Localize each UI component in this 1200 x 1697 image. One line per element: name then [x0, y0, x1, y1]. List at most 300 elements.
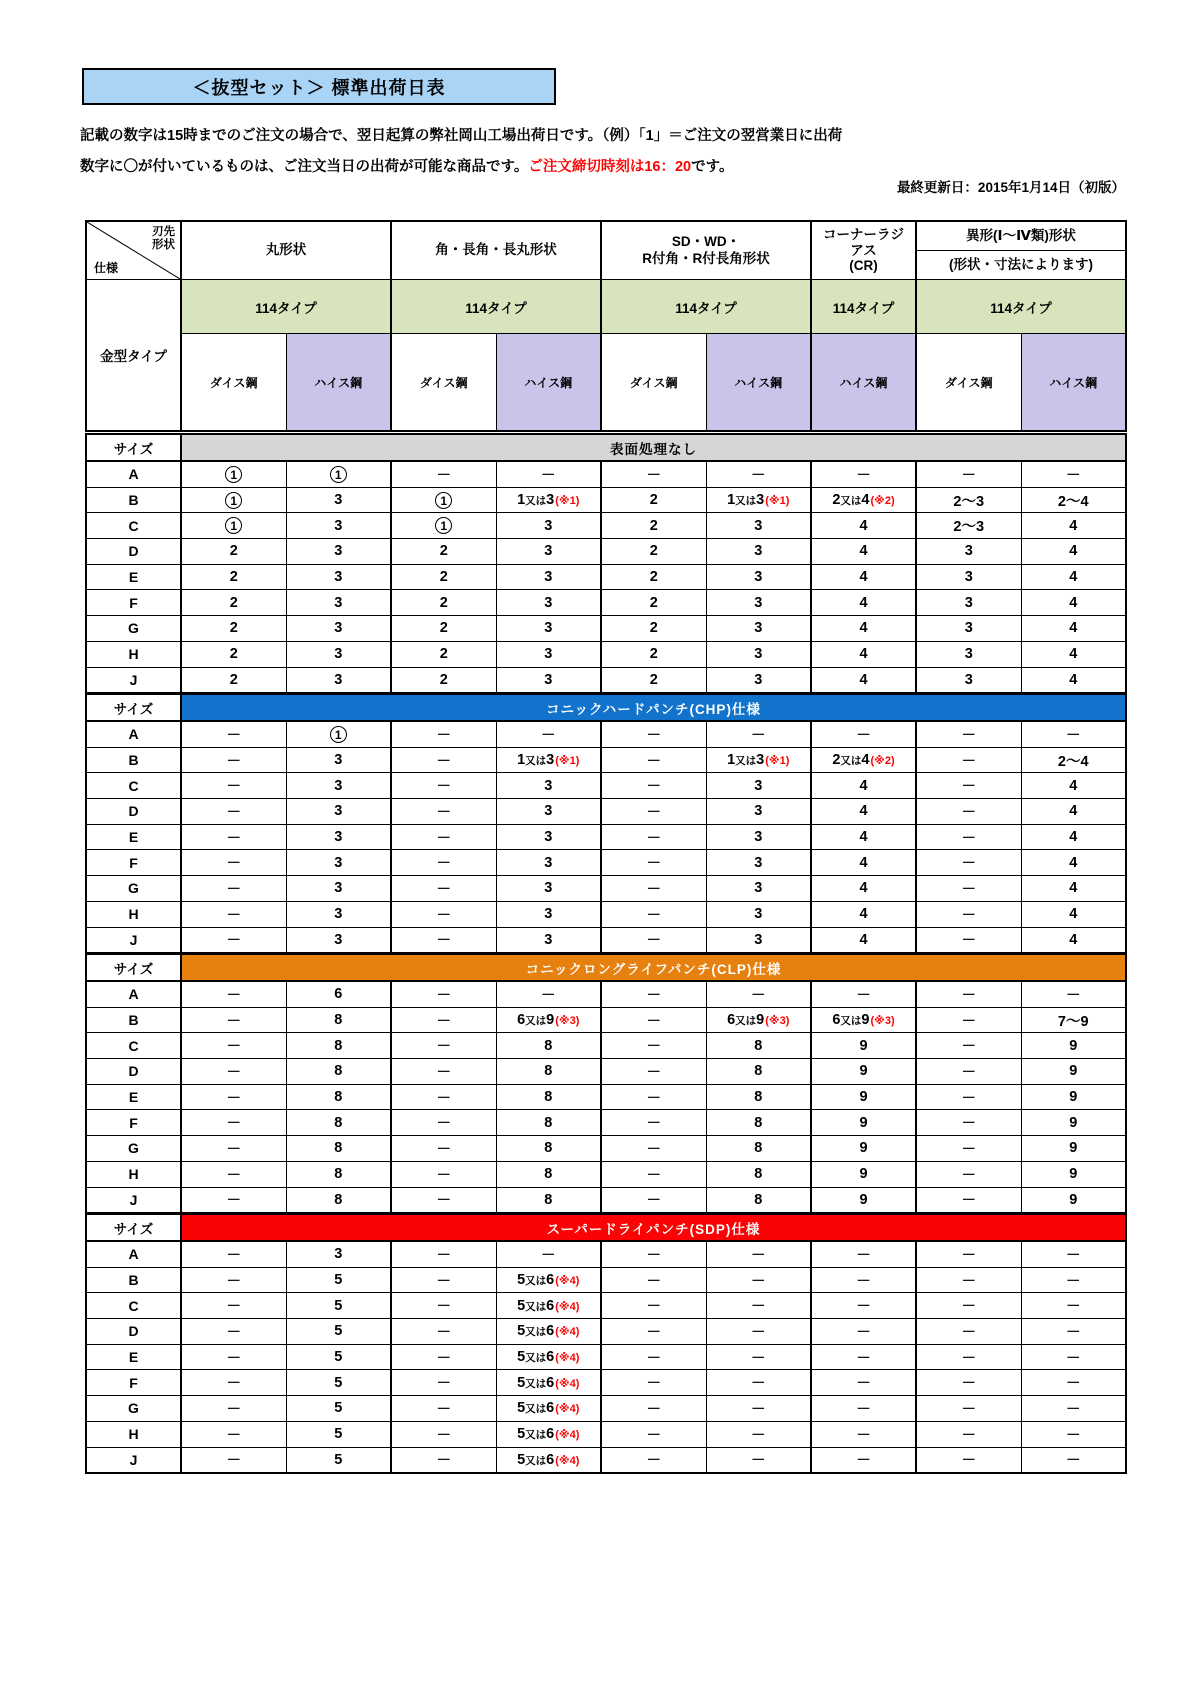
- cell-sdp-G-square-hss: 5又は6(※4): [496, 1396, 601, 1422]
- cell-none-G-cr-hss: 4: [811, 616, 916, 642]
- or-text: 又は: [735, 1015, 757, 1028]
- table-row: [86, 1447, 1126, 1473]
- cell-chp-C-cr-hss: 4: [811, 773, 916, 799]
- cell-sdp-C-cr-hss: －: [811, 1293, 916, 1319]
- cell-none-C-square-hss: 3: [496, 513, 601, 539]
- cell-none-H-square-hss: 3: [496, 641, 601, 667]
- type-114-round: 114タイプ: [181, 280, 391, 334]
- cell-sdp-A-sdwd-dice: －: [601, 1241, 706, 1267]
- cell-none-G-irregular-dice: 3: [916, 616, 1021, 642]
- cell-none-G-round-hss: 3: [286, 616, 391, 642]
- row-label-chp-B: B: [86, 747, 181, 773]
- cell-sdp-D-irregular-hss: －: [1021, 1319, 1126, 1345]
- cell-sdp-J-square-dice: －: [391, 1447, 496, 1473]
- cell-none-J-round-hss: 3: [286, 667, 391, 693]
- row-label-none-B: B: [86, 487, 181, 513]
- table-row: [86, 927, 1126, 953]
- cell-none-C-round-hss: 3: [286, 513, 391, 539]
- cell-chp-A-cr-hss: －: [811, 721, 916, 747]
- intro-line-2-deadline: ご注文締切時刻は16：20: [528, 159, 692, 175]
- cell-clp-C-sdwd-hss: 8: [706, 1033, 811, 1059]
- cell-chp-H-round-dice: －: [181, 901, 286, 927]
- cell-sdp-H-cr-hss: －: [811, 1421, 916, 1447]
- cell-sdp-H-sdwd-dice: －: [601, 1421, 706, 1447]
- cell-chp-G-round-dice: －: [181, 876, 286, 902]
- cell-none-H-sdwd-hss: 3: [706, 641, 811, 667]
- cell-none-E-round-hss: 3: [286, 564, 391, 590]
- cell-chp-H-round-hss: 3: [286, 901, 391, 927]
- last-updated: 最終更新日：2015年1月14日（初版）: [896, 180, 1125, 195]
- cell-chp-G-round-hss: 3: [286, 876, 391, 902]
- cell-none-C-irregular-dice: 2～3: [916, 513, 1021, 539]
- section-title-bar-none: 表面処理なし: [181, 434, 1126, 461]
- table-row: [86, 773, 1126, 799]
- cell-chp-F-irregular-hss: 4: [1021, 850, 1126, 876]
- footnote-ref: (※1): [765, 755, 790, 768]
- cell-chp-F-sdwd-dice: －: [601, 850, 706, 876]
- cell-chp-E-square-dice: －: [391, 824, 496, 850]
- footnote-ref: (※3): [555, 1015, 580, 1028]
- page-title-text: ＜抜型セット＞ 標準出荷日表: [192, 77, 446, 98]
- shape-header-sdwd: SD・WD・ R付角・R付長角形状: [601, 221, 811, 280]
- cell-clp-H-round-dice: －: [181, 1161, 286, 1187]
- cell-sdp-H-round-dice: －: [181, 1421, 286, 1447]
- row-label-none-E: E: [86, 564, 181, 590]
- cell-sdp-B-round-hss: 5: [286, 1267, 391, 1293]
- row-label-chp-J: J: [86, 927, 181, 953]
- cell-clp-D-sdwd-dice: －: [601, 1059, 706, 1085]
- cell-sdp-A-irregular-hss: －: [1021, 1241, 1126, 1267]
- row-label-sdp-H: H: [86, 1421, 181, 1447]
- cell-chp-F-sdwd-hss: 3: [706, 850, 811, 876]
- cell-sdp-B-square-hss: 5又は6(※4): [496, 1267, 601, 1293]
- cell-sdp-E-cr-hss: －: [811, 1344, 916, 1370]
- type-114-sdwd: 114タイプ: [601, 280, 811, 334]
- or-text: 又は: [525, 1015, 547, 1028]
- cell-none-D-round-hss: 3: [286, 539, 391, 565]
- cell-sdp-D-square-dice: －: [391, 1319, 496, 1345]
- cell-none-G-square-dice: 2: [391, 616, 496, 642]
- cell-clp-C-round-dice: －: [181, 1033, 286, 1059]
- shape-header-round: 丸形状: [181, 221, 391, 280]
- cell-sdp-B-irregular-dice: －: [916, 1267, 1021, 1293]
- cell-chp-E-irregular-dice: －: [916, 824, 1021, 850]
- or-text: 又は: [525, 495, 547, 508]
- cell-sdp-J-round-hss: 5: [286, 1447, 391, 1473]
- cell-clp-C-sdwd-dice: －: [601, 1033, 706, 1059]
- cell-clp-A-square-dice: －: [391, 981, 496, 1007]
- cell-none-E-irregular-hss: 4: [1021, 564, 1126, 590]
- table-row: [86, 1370, 1126, 1396]
- cell-sdp-E-sdwd-hss: －: [706, 1344, 811, 1370]
- cell-sdp-H-sdwd-hss: －: [706, 1421, 811, 1447]
- section-header-row: [86, 434, 1126, 461]
- steel-header-round-dice: ダイス鋼: [181, 334, 286, 432]
- cell-chp-E-square-hss: 3: [496, 824, 601, 850]
- cell-chp-B-round-hss: 3: [286, 747, 391, 773]
- cell-none-G-irregular-hss: 4: [1021, 616, 1126, 642]
- cell-none-F-round-dice: 2: [181, 590, 286, 616]
- cell-sdp-F-round-hss: 5: [286, 1370, 391, 1396]
- cell-sdp-D-sdwd-hss: －: [706, 1319, 811, 1345]
- cell-chp-D-cr-hss: 4: [811, 799, 916, 825]
- row-label-none-C: C: [86, 513, 181, 539]
- cell-clp-C-irregular-dice: －: [916, 1033, 1021, 1059]
- matrix-header-table: [85, 220, 1127, 432]
- cell-none-D-irregular-hss: 4: [1021, 539, 1126, 565]
- table-row: [86, 1136, 1126, 1162]
- cell-none-H-cr-hss: 4: [811, 641, 916, 667]
- cell-none-H-square-dice: 2: [391, 641, 496, 667]
- cell-clp-G-sdwd-hss: 8: [706, 1136, 811, 1162]
- section-title-bar-chp: コニックハードパンチ(CHP)仕様: [181, 694, 1126, 721]
- section-table-sdp: [85, 1213, 1127, 1474]
- or-text: 又は: [525, 1326, 547, 1339]
- cell-clp-B-irregular-hss: 7～9: [1021, 1007, 1126, 1033]
- or-text: 又は: [525, 1275, 547, 1288]
- steel-header-irregular-dice: ダイス鋼: [916, 334, 1021, 432]
- cell-none-H-round-hss: 3: [286, 641, 391, 667]
- cell-clp-A-irregular-hss: －: [1021, 981, 1126, 1007]
- cell-none-D-square-hss: 3: [496, 539, 601, 565]
- row-label-none-A: A: [86, 461, 181, 487]
- cell-none-D-sdwd-hss: 3: [706, 539, 811, 565]
- table-row: [86, 1059, 1126, 1085]
- or-text: 又は: [525, 1454, 547, 1467]
- cell-sdp-E-square-hss: 5又は6(※4): [496, 1344, 601, 1370]
- table-row: [86, 564, 1126, 590]
- row-label-chp-G: G: [86, 876, 181, 902]
- cell-chp-F-round-dice: －: [181, 850, 286, 876]
- cell-sdp-F-sdwd-hss: －: [706, 1370, 811, 1396]
- cell-chp-C-sdwd-hss: 3: [706, 773, 811, 799]
- cell-chp-E-sdwd-hss: 3: [706, 824, 811, 850]
- cell-sdp-E-round-hss: 5: [286, 1344, 391, 1370]
- or-text: 又は: [525, 1300, 547, 1313]
- cell-clp-H-square-dice: －: [391, 1161, 496, 1187]
- cell-chp-A-irregular-dice: －: [916, 721, 1021, 747]
- cell-chp-G-square-hss: 3: [496, 876, 601, 902]
- cell-sdp-D-square-hss: 5又は6(※4): [496, 1319, 601, 1345]
- cell-chp-C-round-hss: 3: [286, 773, 391, 799]
- row-label-none-H: H: [86, 641, 181, 667]
- cell-sdp-G-square-dice: －: [391, 1396, 496, 1422]
- row-label-sdp-C: C: [86, 1293, 181, 1319]
- footnote-ref: (※4): [555, 1326, 580, 1339]
- cell-chp-A-round-dice: －: [181, 721, 286, 747]
- cell-none-J-sdwd-dice: 2: [601, 667, 706, 693]
- section-table-none: [85, 433, 1127, 694]
- table-row: [86, 1293, 1126, 1319]
- cell-chp-G-irregular-dice: －: [916, 876, 1021, 902]
- cell-sdp-D-round-hss: 5: [286, 1319, 391, 1345]
- cell-sdp-G-cr-hss: －: [811, 1396, 916, 1422]
- corner-label-spec: 仕様: [94, 261, 119, 275]
- circled-1-same-day-value: 1: [225, 492, 242, 509]
- footnote-ref: (※3): [765, 1015, 790, 1028]
- row-label-sdp-G: G: [86, 1396, 181, 1422]
- table-row: [86, 1267, 1126, 1293]
- cell-sdp-B-round-dice: －: [181, 1267, 286, 1293]
- cell-sdp-G-sdwd-hss: －: [706, 1396, 811, 1422]
- row-label-none-F: F: [86, 590, 181, 616]
- or-text: 又は: [840, 755, 862, 768]
- cell-chp-B-sdwd-dice: －: [601, 747, 706, 773]
- size-column-header: サイズ: [86, 1214, 181, 1241]
- cell-chp-A-sdwd-dice: －: [601, 721, 706, 747]
- cell-chp-J-cr-hss: 4: [811, 927, 916, 953]
- cell-clp-J-square-hss: 8: [496, 1187, 601, 1213]
- cell-sdp-E-round-dice: －: [181, 1344, 286, 1370]
- cell-chp-H-square-dice: －: [391, 901, 496, 927]
- cell-clp-B-round-dice: －: [181, 1007, 286, 1033]
- row-label-sdp-E: E: [86, 1344, 181, 1370]
- row-label-clp-F: F: [86, 1110, 181, 1136]
- cell-none-F-square-dice: 2: [391, 590, 496, 616]
- cell-none-J-cr-hss: 4: [811, 667, 916, 693]
- footnote-ref: (※4): [555, 1429, 580, 1442]
- cell-chp-H-sdwd-hss: 3: [706, 901, 811, 927]
- row-label-clp-E: E: [86, 1084, 181, 1110]
- footnote-ref: (※3): [870, 1015, 895, 1028]
- circled-1-same-day-value: 1: [435, 492, 452, 509]
- cell-chp-G-sdwd-hss: 3: [706, 876, 811, 902]
- cell-chp-E-sdwd-dice: －: [601, 824, 706, 850]
- cell-none-E-sdwd-hss: 3: [706, 564, 811, 590]
- cell-clp-A-square-hss: －: [496, 981, 601, 1007]
- cell-chp-C-sdwd-dice: －: [601, 773, 706, 799]
- or-text: 又は: [525, 755, 547, 768]
- cell-clp-B-irregular-dice: －: [916, 1007, 1021, 1033]
- cell-chp-H-sdwd-dice: －: [601, 901, 706, 927]
- shape-header-irregular: [916, 221, 1126, 280]
- type-header-row: [86, 280, 1126, 334]
- cell-none-E-square-hss: 3: [496, 564, 601, 590]
- cell-sdp-A-round-hss: 3: [286, 1241, 391, 1267]
- cell-clp-B-square-dice: －: [391, 1007, 496, 1033]
- row-label-chp-E: E: [86, 824, 181, 850]
- cell-clp-F-irregular-hss: 9: [1021, 1110, 1126, 1136]
- cell-sdp-J-irregular-dice: －: [916, 1447, 1021, 1473]
- or-text: 又は: [735, 495, 757, 508]
- footnote-ref: (※4): [555, 1352, 580, 1365]
- or-text: 又は: [840, 1015, 862, 1028]
- section-title-bar-clp: コニックロングライフパンチ(CLP)仕様: [181, 954, 1126, 981]
- cell-clp-A-round-dice: －: [181, 981, 286, 1007]
- table-row: [86, 1187, 1126, 1213]
- cell-chp-G-square-dice: －: [391, 876, 496, 902]
- row-label-clp-H: H: [86, 1161, 181, 1187]
- cell-clp-E-sdwd-hss: 8: [706, 1084, 811, 1110]
- cell-chp-E-irregular-hss: 4: [1021, 824, 1126, 850]
- cell-chp-J-sdwd-hss: 3: [706, 927, 811, 953]
- cell-none-C-cr-hss: 4: [811, 513, 916, 539]
- cell-none-B-square-hss: 1又は3(※1): [496, 487, 601, 513]
- steel-header-square-hss: ハイス鋼: [496, 334, 601, 432]
- cell-sdp-F-irregular-dice: －: [916, 1370, 1021, 1396]
- table-row: [86, 981, 1126, 1007]
- cell-clp-H-sdwd-hss: 8: [706, 1161, 811, 1187]
- cell-none-D-square-dice: 2: [391, 539, 496, 565]
- cell-clp-F-cr-hss: 9: [811, 1110, 916, 1136]
- table-row: [86, 824, 1126, 850]
- die-type-label: 金型タイプ: [86, 280, 181, 432]
- cell-clp-G-irregular-hss: 9: [1021, 1136, 1126, 1162]
- footnote-ref: (※4): [555, 1300, 580, 1313]
- cell-sdp-A-sdwd-hss: －: [706, 1241, 811, 1267]
- or-text: 又は: [525, 1377, 547, 1390]
- cell-sdp-E-irregular-dice: －: [916, 1344, 1021, 1370]
- shape-header-square: 角・長角・長丸形状: [391, 221, 601, 280]
- row-label-chp-D: D: [86, 799, 181, 825]
- cell-clp-C-square-hss: 8: [496, 1033, 601, 1059]
- table-row: [86, 1084, 1126, 1110]
- intro-line-1: 記載の数字は15時までのご注文の場合で、翌日起算の弊社岡山工場出荷日です。（例）「1」＝ご注文の翌営業日に出荷: [80, 128, 843, 144]
- cell-chp-C-square-hss: 3: [496, 773, 601, 799]
- row-label-chp-H: H: [86, 901, 181, 927]
- cell-none-A-square-dice: －: [391, 461, 496, 487]
- cell-sdp-H-round-hss: 5: [286, 1421, 391, 1447]
- cell-none-E-cr-hss: 4: [811, 564, 916, 590]
- row-label-clp-B: B: [86, 1007, 181, 1033]
- cell-none-H-irregular-hss: 4: [1021, 641, 1126, 667]
- cell-chp-A-sdwd-hss: －: [706, 721, 811, 747]
- cell-sdp-J-irregular-hss: －: [1021, 1447, 1126, 1473]
- cell-none-A-round-hss: [286, 461, 391, 487]
- or-text: 又は: [840, 495, 862, 508]
- cell-chp-A-square-dice: －: [391, 721, 496, 747]
- cell-chp-A-irregular-hss: －: [1021, 721, 1126, 747]
- cell-sdp-A-round-dice: －: [181, 1241, 286, 1267]
- cell-none-E-sdwd-dice: 2: [601, 564, 706, 590]
- cell-clp-J-irregular-dice: －: [916, 1187, 1021, 1213]
- cell-chp-H-square-hss: 3: [496, 901, 601, 927]
- table-row: [86, 1110, 1126, 1136]
- cell-none-F-square-hss: 3: [496, 590, 601, 616]
- cell-chp-D-sdwd-hss: 3: [706, 799, 811, 825]
- cell-chp-C-irregular-hss: 4: [1021, 773, 1126, 799]
- cell-clp-H-square-hss: 8: [496, 1161, 601, 1187]
- row-label-none-D: D: [86, 539, 181, 565]
- cell-clp-E-cr-hss: 9: [811, 1084, 916, 1110]
- cell-chp-J-round-dice: －: [181, 927, 286, 953]
- cell-clp-E-sdwd-dice: －: [601, 1084, 706, 1110]
- cell-sdp-F-irregular-hss: －: [1021, 1370, 1126, 1396]
- cell-clp-A-sdwd-dice: －: [601, 981, 706, 1007]
- cell-chp-J-sdwd-dice: －: [601, 927, 706, 953]
- cell-chp-F-irregular-dice: －: [916, 850, 1021, 876]
- shape-header-cr: コーナーラジ アス (CR): [811, 221, 916, 280]
- cell-none-D-sdwd-dice: 2: [601, 539, 706, 565]
- cell-chp-G-cr-hss: 4: [811, 876, 916, 902]
- shape-header-irregular-sub: (形状・寸法によります): [949, 256, 1093, 272]
- cell-none-J-sdwd-hss: 3: [706, 667, 811, 693]
- cell-none-E-irregular-dice: 3: [916, 564, 1021, 590]
- cell-none-G-square-hss: 3: [496, 616, 601, 642]
- row-label-none-G: G: [86, 616, 181, 642]
- cell-none-D-irregular-dice: 3: [916, 539, 1021, 565]
- cell-sdp-B-sdwd-dice: －: [601, 1267, 706, 1293]
- cell-sdp-J-sdwd-dice: －: [601, 1447, 706, 1473]
- table-row: [86, 721, 1126, 747]
- cell-sdp-F-square-dice: －: [391, 1370, 496, 1396]
- cell-none-A-round-dice: [181, 461, 286, 487]
- steel-header-row: [86, 334, 1126, 432]
- cell-sdp-F-sdwd-dice: －: [601, 1370, 706, 1396]
- cell-chp-F-square-dice: －: [391, 850, 496, 876]
- cell-chp-F-square-hss: 3: [496, 850, 601, 876]
- or-text: 又は: [525, 1352, 547, 1365]
- cell-none-A-sdwd-dice: －: [601, 461, 706, 487]
- cell-sdp-C-square-hss: 5又は6(※4): [496, 1293, 601, 1319]
- section-table-clp: [85, 953, 1127, 1214]
- steel-header-sdwd-hss: ハイス鋼: [706, 334, 811, 432]
- cell-chp-C-round-dice: －: [181, 773, 286, 799]
- cell-sdp-J-cr-hss: －: [811, 1447, 916, 1473]
- cell-sdp-E-square-dice: －: [391, 1344, 496, 1370]
- cell-clp-H-round-hss: 8: [286, 1161, 391, 1187]
- cell-clp-F-round-hss: 8: [286, 1110, 391, 1136]
- cell-none-B-irregular-dice: 2～3: [916, 487, 1021, 513]
- cell-clp-E-round-hss: 8: [286, 1084, 391, 1110]
- cell-sdp-G-round-dice: －: [181, 1396, 286, 1422]
- cell-none-D-cr-hss: 4: [811, 539, 916, 565]
- table-row: [86, 539, 1126, 565]
- cell-clp-H-sdwd-dice: －: [601, 1161, 706, 1187]
- cell-none-H-irregular-dice: 3: [916, 641, 1021, 667]
- page-title: [82, 68, 556, 105]
- cell-chp-C-square-dice: －: [391, 773, 496, 799]
- steel-header-square-dice: ダイス鋼: [391, 334, 496, 432]
- cell-sdp-A-cr-hss: －: [811, 1241, 916, 1267]
- cell-clp-D-round-hss: 8: [286, 1059, 391, 1085]
- cell-sdp-G-round-hss: 5: [286, 1396, 391, 1422]
- footnote-ref: (※1): [555, 495, 580, 508]
- circled-1-same-day-value: 1: [330, 466, 347, 483]
- cell-chp-B-square-dice: －: [391, 747, 496, 773]
- shape-header-irregular-main: 異形(Ⅰ～Ⅳ類)形状: [917, 222, 1125, 251]
- table-row: [86, 1396, 1126, 1422]
- cell-chp-E-round-hss: 3: [286, 824, 391, 850]
- cell-clp-A-cr-hss: －: [811, 981, 916, 1007]
- cell-none-E-round-dice: 2: [181, 564, 286, 590]
- footnote-ref: (※2): [870, 755, 895, 768]
- cell-none-E-square-dice: 2: [391, 564, 496, 590]
- cell-clp-C-round-hss: 8: [286, 1033, 391, 1059]
- cell-chp-J-irregular-hss: 4: [1021, 927, 1126, 953]
- cell-sdp-D-round-dice: －: [181, 1319, 286, 1345]
- intro-line-2: [80, 155, 733, 176]
- cell-none-F-irregular-dice: 3: [916, 590, 1021, 616]
- cell-sdp-G-sdwd-dice: －: [601, 1396, 706, 1422]
- or-text: 又は: [525, 1429, 547, 1442]
- cell-clp-G-round-hss: 8: [286, 1136, 391, 1162]
- table-row: [86, 747, 1126, 773]
- cell-none-F-sdwd-dice: 2: [601, 590, 706, 616]
- cell-none-B-cr-hss: 2又は4(※2): [811, 487, 916, 513]
- cell-sdp-F-square-hss: 5又は6(※4): [496, 1370, 601, 1396]
- cell-sdp-H-square-hss: 5又は6(※4): [496, 1421, 601, 1447]
- cell-none-B-sdwd-hss: 1又は3(※1): [706, 487, 811, 513]
- steel-header-irregular-hss: ハイス鋼: [1021, 334, 1126, 432]
- footnote-ref: (※1): [765, 495, 790, 508]
- table-row: [86, 799, 1126, 825]
- cell-chp-J-square-dice: －: [391, 927, 496, 953]
- cell-none-A-square-hss: －: [496, 461, 601, 487]
- cell-sdp-C-round-hss: 5: [286, 1293, 391, 1319]
- cell-clp-F-square-hss: 8: [496, 1110, 601, 1136]
- cell-chp-G-irregular-hss: 4: [1021, 876, 1126, 902]
